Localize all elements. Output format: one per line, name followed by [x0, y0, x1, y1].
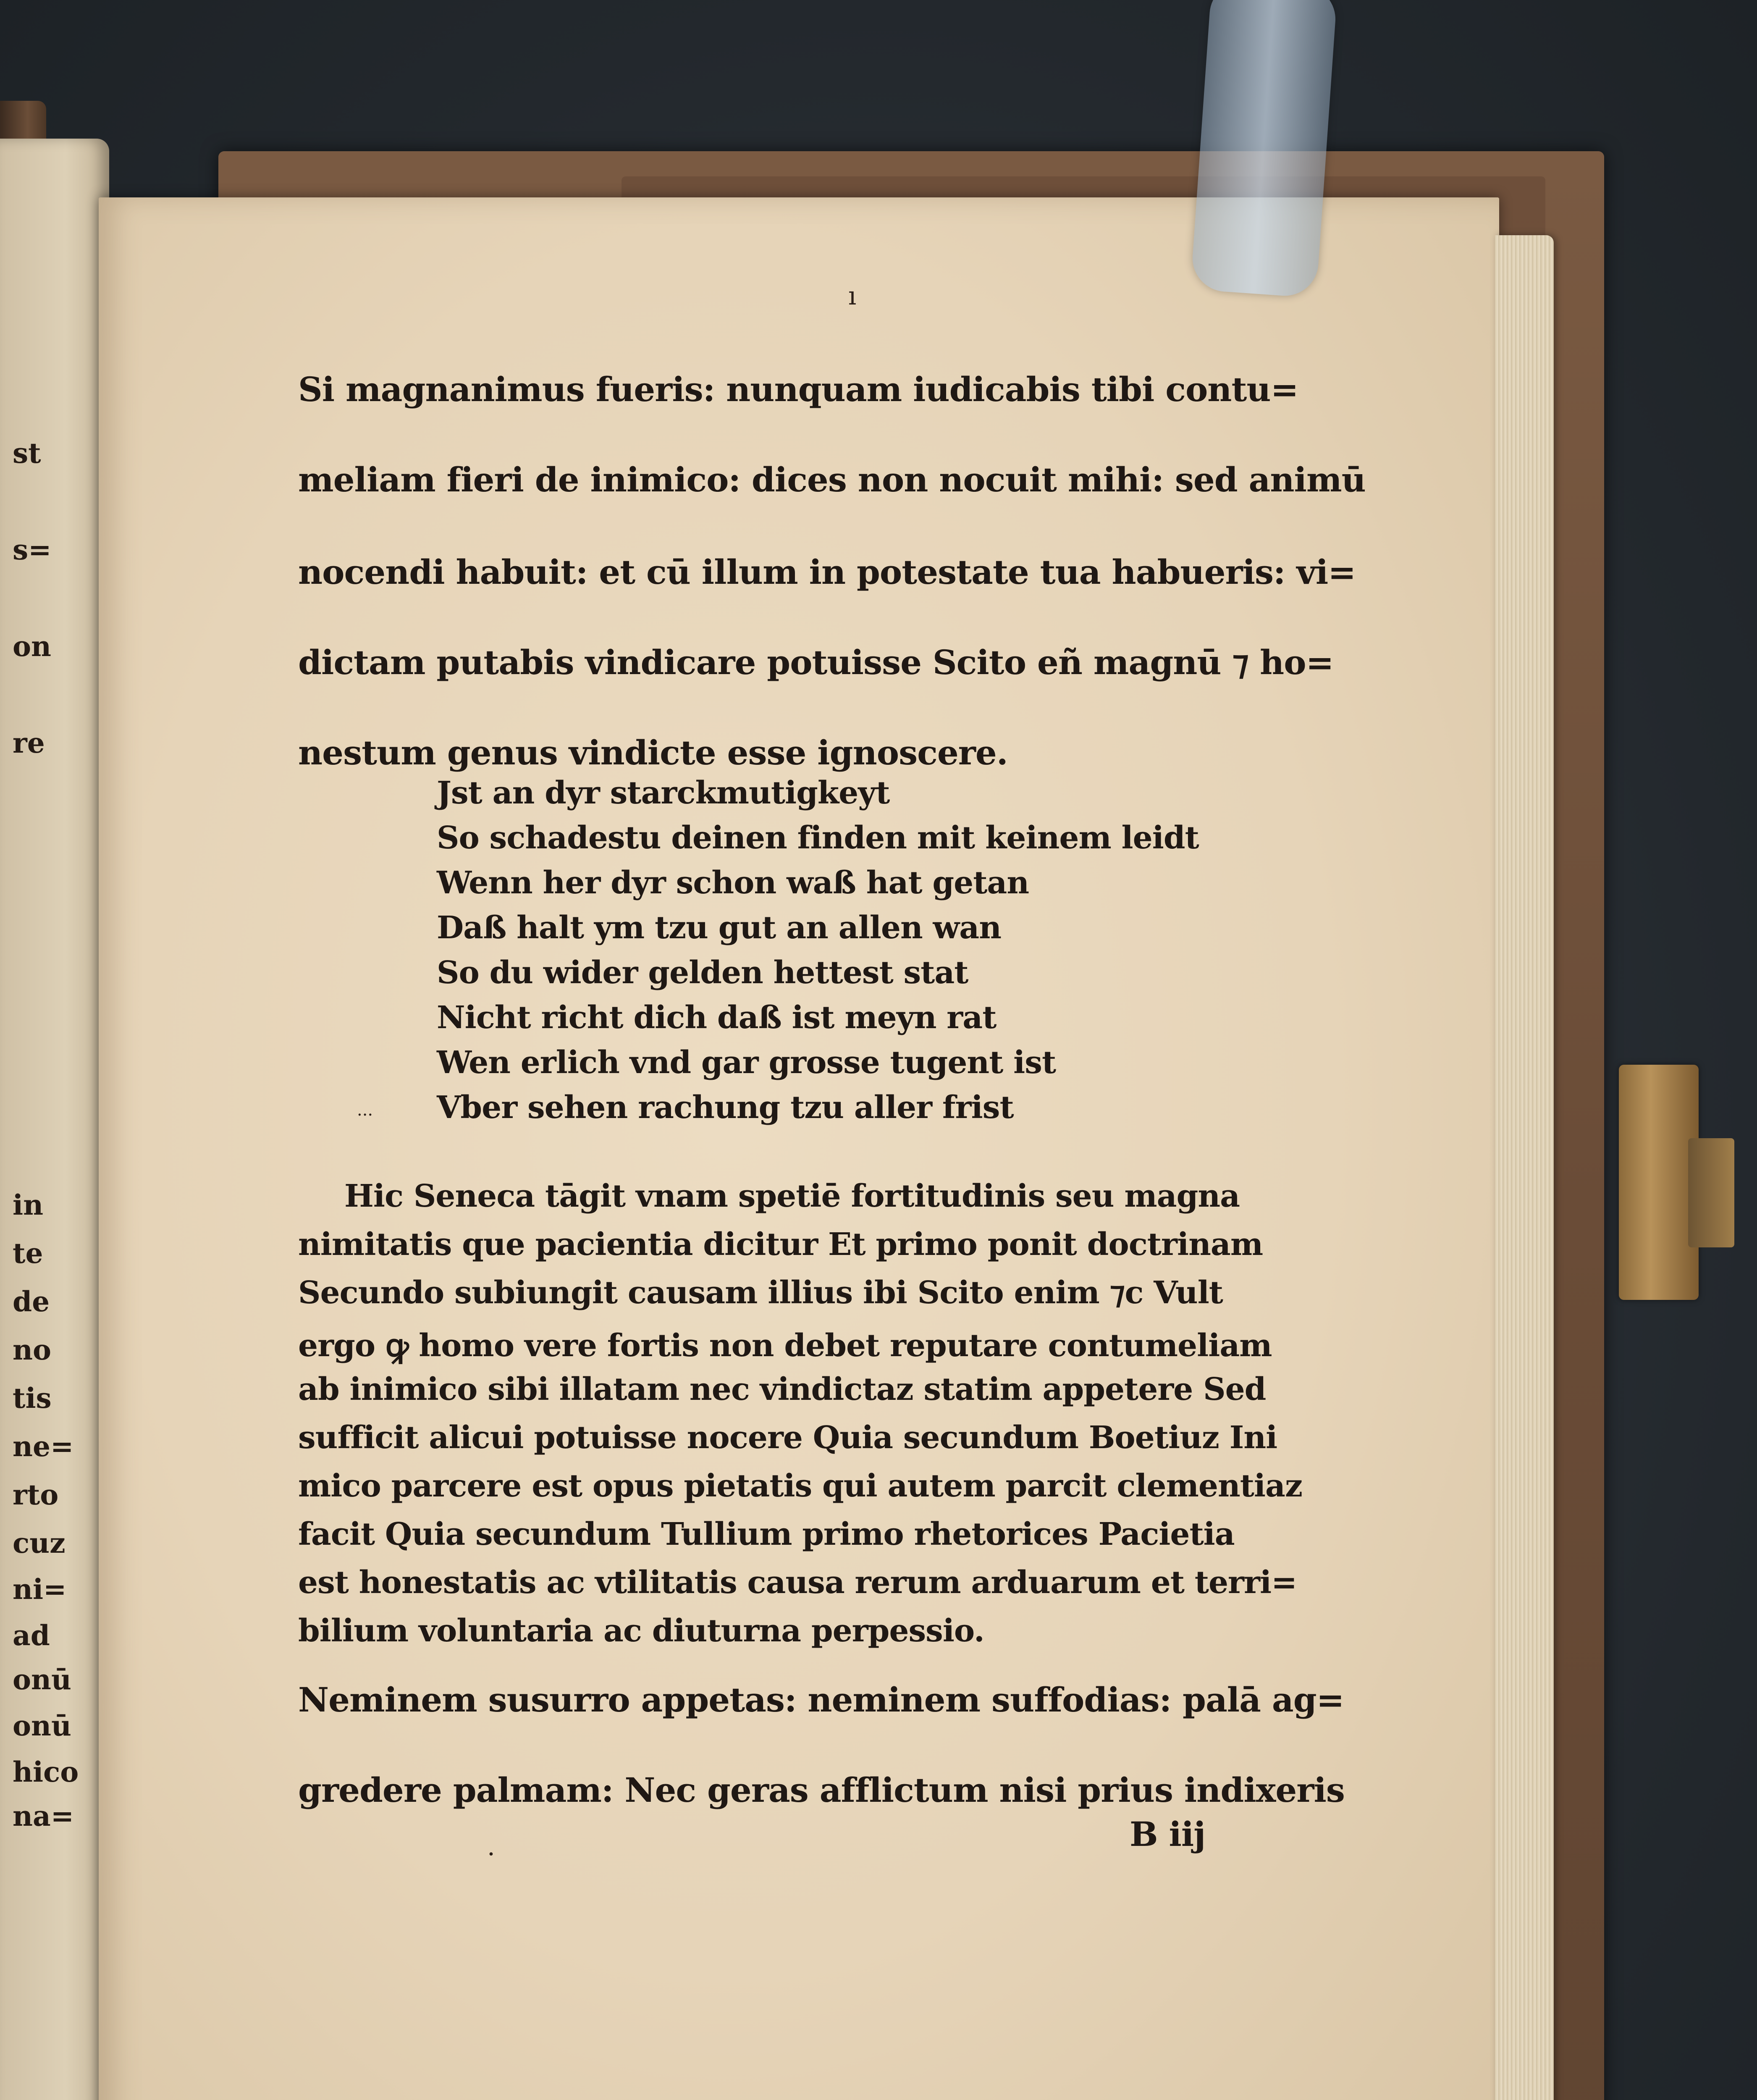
- commentary-line: mico parcere est opus pietatis qui autem parcit clementiaz: [298, 1468, 1303, 1504]
- latin-line: Si magnanimus fueris: nunquam iudicabis tibi contu=: [298, 370, 1298, 409]
- commentary-line: nimitatis que pacientia dicitur Et primo ponit doctrinam: [298, 1226, 1263, 1263]
- left-fragment: rto: [13, 1478, 59, 1511]
- verse-mark: ...: [357, 1100, 373, 1120]
- left-fragment: in: [13, 1189, 44, 1221]
- commentary-line: facit Quia secundum Tullium primo rhetorices Pacietia: [298, 1516, 1235, 1552]
- left-fragment: ne=: [13, 1430, 74, 1463]
- latin-line: meliam fieri de inimico: dices non nocuit mihi: sed animū: [298, 460, 1366, 499]
- latin-line: gredere palmam: Nec geras afflictum nisi prius indixeris: [298, 1770, 1345, 1810]
- left-fragment: de: [13, 1285, 50, 1318]
- left-fragment: onū: [13, 1709, 71, 1742]
- left-fragment: on: [13, 630, 52, 663]
- left-page-text: [0, 0, 109, 2100]
- verse-line: Wen erlich vnd gar grosse tugent ist: [437, 1045, 1056, 1081]
- page-edges: [1495, 235, 1554, 2100]
- signature-mark: B iij: [1130, 1814, 1206, 1854]
- commentary-line: Secundo subiungit causam illius ibi Scito enim ⁊c Vult: [298, 1275, 1223, 1311]
- commentary-line: ab inimico sibi illatam nec vindictaz statim appetere Sed: [298, 1371, 1266, 1407]
- bottom-mark: ·: [487, 1840, 496, 1869]
- verse-line: So schadestu deinen finden mit keinem leidt: [437, 820, 1199, 856]
- left-fragment: st: [13, 437, 41, 470]
- left-fragment: ni=: [13, 1573, 67, 1606]
- latin-line: Neminem susurro appetas: neminem suffodias: palā ag=: [298, 1680, 1344, 1719]
- commentary-line: bilium voluntaria ac diuturna perpessio.: [298, 1613, 984, 1649]
- commentary-line: Hic Seneca tāgit vnam spetiē fortitudinis seu magna: [344, 1178, 1240, 1214]
- left-fragment: no: [13, 1334, 52, 1366]
- left-fragment: te: [13, 1237, 43, 1270]
- verse-line: Vber sehen rachung tzu aller frist: [437, 1089, 1014, 1126]
- verse-line: Wenn her dyr schon waß hat getan: [437, 865, 1029, 901]
- verse-line: Jst an dyr starckmutigkeyt: [437, 775, 890, 811]
- left-fragment: cuz: [13, 1527, 66, 1559]
- left-fragment: ad: [13, 1619, 50, 1652]
- latin-line: dictam putabis vindicare potuisse Scito eñ magnū ⁊ ho=: [298, 643, 1334, 682]
- left-fragment: s=: [13, 533, 52, 566]
- clasp-hook: [1688, 1138, 1734, 1247]
- verse-line: Nicht richt dich daß ist meyn rat: [437, 1000, 997, 1036]
- left-fragment: na=: [13, 1800, 74, 1832]
- page-holder-strap-top: [1191, 0, 1338, 298]
- verse-line: Daß halt ym tzu gut an allen wan: [437, 910, 1002, 946]
- top-mark: ı: [848, 281, 857, 311]
- commentary-line: est honestatis ac vtilitatis causa rerum arduarum et terri=: [298, 1564, 1297, 1601]
- latin-line: nestum genus vindicte esse ignoscere.: [298, 733, 1008, 772]
- latin-line: nocendi habuit: et cū illum in potestate tua habueris: vi=: [298, 552, 1356, 592]
- left-fragment: tis: [13, 1382, 52, 1415]
- clasp: [1619, 1065, 1699, 1300]
- commentary-line: sufficit alicui potuisse nocere Quia secundum Boetiuz Ini: [298, 1420, 1277, 1456]
- left-fragment: hico: [13, 1756, 79, 1788]
- left-fragment: re: [13, 727, 45, 759]
- verse-line: So du wider gelden hettest stat: [437, 955, 968, 991]
- commentary-line: ergo ꝙ homo vere fortis non debet reputare contumeliam: [298, 1328, 1272, 1364]
- left-fragment: onū: [13, 1663, 71, 1696]
